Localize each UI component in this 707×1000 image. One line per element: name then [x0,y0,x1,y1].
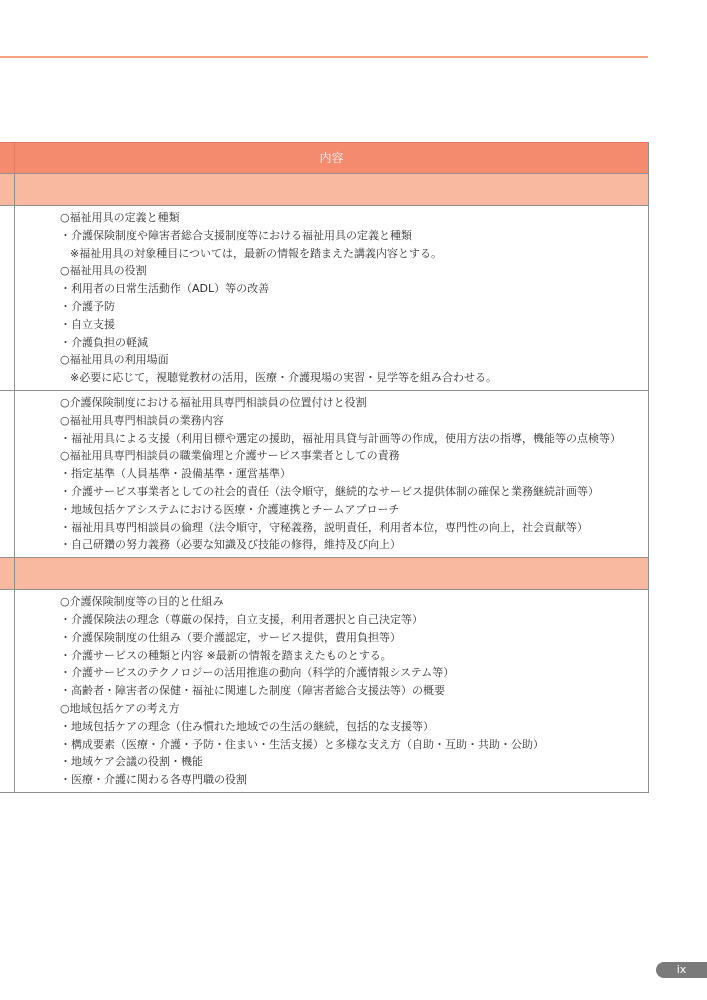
list-item: ・地域包括ケアの理念（住み慣れた地域での生活の継続，包括的な支援等） [60,719,434,733]
list-item: ・介護サービスのテクノロジーの活用推進の動向（科学的介護情報システム等） [60,666,455,680]
list-item: ・自己研鑽の努力義務（必要な知識及び技能の修得，維持及び向上） [60,538,401,552]
list-item: ・地域包括ケアシステムにおける医療・介護連携とチームアプローチ [60,502,400,516]
list-item: ・構成要素（医療・介護・予防・住まい・生活支援）と多様な支え方（自助・互助・共助・公助） [60,737,544,751]
note-item: ※福祉用具の対象種目については，最新の情報を踏まえた講義内容とする。 [70,246,442,260]
note-item: ※必要に応じて，視聴覚教材の活用，医療・介護現場の実習・見学等を組み合わせる。 [70,371,497,385]
list-item: ○福祉用具専門相談員の職業倫理と介護サービス事業者としての責務 [60,449,400,463]
list-item: ○福祉用具の定義と種類 [60,211,180,224]
list-item: ・福祉用具による支援（利用目標や選定の援助，福祉用具貸与計画等の作成，使用方法の指導，機能等の点検等） [60,431,621,445]
content-block-1 [0,205,648,390]
list-item: ・指定基準（人員基準・設備基準・運営基準） [60,467,291,481]
list-item: ・介護サービスの種類と内容 ※最新の情報を踏まえたものとする。 [60,648,392,662]
list-item: ・介護負担の軽減 [60,335,148,349]
table-header-row [0,142,648,173]
content-block-3 [0,589,648,792]
list-item: ・介護保険制度の仕組み（要介護認定，サービス提供，費用負担等） [60,630,401,644]
list-item: ・医療・介護に関わる各専門職の役割 [60,773,247,787]
list-item: ○地域包括ケアの考え方 [60,701,180,715]
list-item: ・介護サービス事業者としての社会的責任（法令順守，継続的なサービス提供体制の確保と業務継続計画等） [60,484,599,498]
list-item: ・介護保険制度や障害者総合支援制度等における福祉用具の定義と種類 [60,228,412,242]
top-divider [0,56,648,58]
list-item: ○福祉用具の利用場面 [60,353,169,367]
section-band [0,173,648,205]
list-item: ○介護保険制度における福祉用具専門相談員の位置付けと役割 [60,395,367,409]
list-item: ・福祉用具専門相談員の倫理（法令順守，守秘義務，説明責任，利用者本位，専門性の向上，社会貢献等） [60,520,588,534]
list-item: ・介護予防 [60,299,115,313]
list-item: ・高齢者・障害者の保健・福祉に関連した制度（障害者総合支援法等）の概要 [60,684,445,698]
list-item: ・利用者の日常生活動作（ADL）等の改善 [60,282,270,296]
section-band [0,557,648,589]
content-table [0,142,649,793]
list-item: ○福祉用具の役割 [60,264,147,278]
list-item: ○福祉用具専門相談員の業務内容 [60,413,224,427]
header-content-label: 内容 [15,143,648,173]
list-item: ・自立支援 [60,317,115,331]
page-number: ix [656,962,707,978]
list-item: ○介護保険制度等の目的と仕組み [60,595,224,609]
list-item: ・地域ケア会議の役割・機能 [60,755,203,769]
header-left-cell [0,143,15,173]
content-block-2 [0,390,648,557]
list-item: ・介護保険法の理念（尊厳の保持，自立支援，利用者選択と自己決定等） [60,612,423,626]
